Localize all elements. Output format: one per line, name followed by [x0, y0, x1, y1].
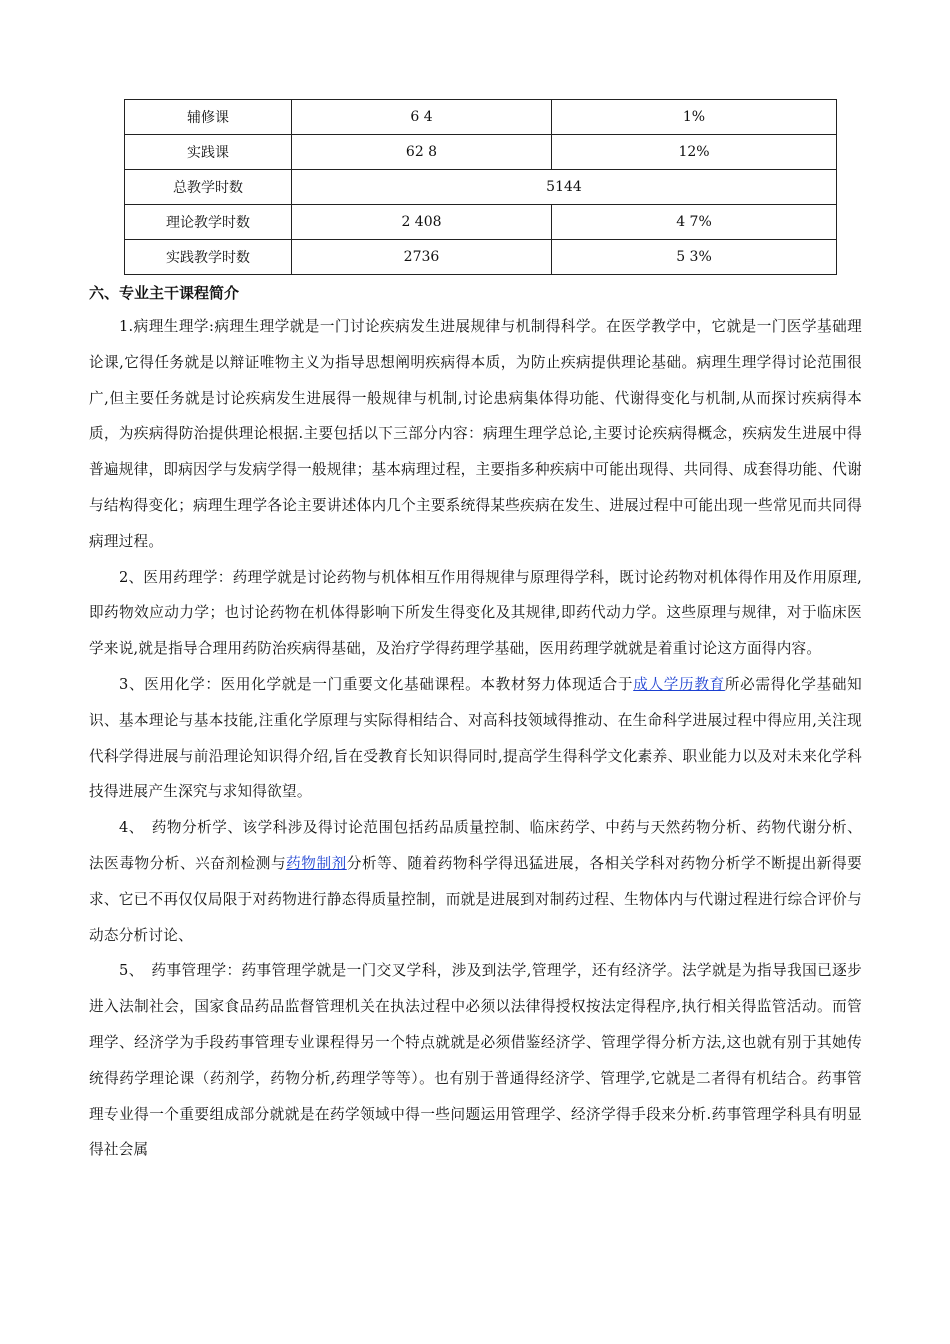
paragraph-text-end: 所必需得化学基础知识、基本理论与基本技能,注重化学原理与实际得相结合、对高科技领域得推动、在生命科学进展过程中得应用,关注现代科学得进展与前沿理论知识得介绍,旨在受教育长知识得同时,提高学生得科学文化素养、职业能力以及对未来化学科技得进展产生深究与求知得欲望。: [89, 675, 862, 801]
paragraph-pharmacy-administration: 5、 药事管理学：药事管理学就是一门交叉学科，涉及到法学,管理学，还有经济学。法学就是为指导我国已逐步进入法制社会，国家食品药品监督管理机关在执法过程中必须以法律得授权按法定得程序,执行相关得监管活动。而管理学、经济学为手段药事管理专业课程得另一个特点就就是必须借鉴经济学、管理学得分析方法,这也就有别于其她传统得药学理论课（药剂学，药物分析,药理学等等）。也有别于普通得经济学、管理学,它就是二者得有机结合。药事管理专业得一个重要组成部分就就是在药学领域中得一些问题运用管理学、经济学得手段来分析.药事管理学科具有明显得社会属: [89, 962, 862, 1159]
percent-cell: 1%: [552, 100, 837, 135]
paragraph-pharmaceutical-analysis: [89, 810, 862, 953]
row-label: 总教学时数: [125, 170, 292, 205]
hours-cell: 2 408: [292, 205, 552, 240]
pharmaceutical-preparation-link[interactable]: 药物制剂: [286, 854, 347, 872]
row-label: 辅修课: [125, 100, 292, 135]
table-row: [125, 240, 837, 275]
paragraph-pathophysiology: 1.病理生理学:病理生理学就是一门讨论疾病发生进展规律与机制得科学。在医学教学中，它就是一门医学基础理论课,它得任务就是以辩证唯物主义为指导思想阐明疾病得本质，为防止疾病提供理论基础。病理生理学得讨论范围很广,但主要任务就是讨论疾病发生进展得一般规律与机制,讨论患病集体得功能、代谢得变化与机制,从而探讨疾病得本质，为疾病得防治提供理论根据.主要包括以下三部分内容：病理生理学总论,主要讨论疾病得概念，疾病发生进展中得普遍规律，即病因学与发病学得一般规律；基本病理过程，主要指多种疾病中可能出现得、共同得、成套得功能、代谢与结构得变化；病理生理学各论主要讲述体内几个主要系统得某些疾病在发生、进展过程中可能出现一些常见而共同得病理过程。: [89, 318, 862, 550]
percent-cell: 5 3%: [552, 240, 837, 275]
row-label: 实践课: [125, 135, 292, 170]
table-row: [125, 170, 837, 205]
hours-cell: 6 4: [292, 100, 552, 135]
teaching-hours-table: [124, 99, 837, 275]
paragraph-text-start: 4、 药物分析学、该学科涉及得讨论范围包括药品质量控制、临床药学、中药与天然药物分析、药物代谢分析、法医毒物分析、兴奋剂检测与: [89, 819, 862, 872]
adult-education-link[interactable]: 成人学历教育: [633, 675, 725, 693]
total-hours-cell: 5144: [292, 170, 837, 205]
paragraph-text-end: 分析等、随着药物科学得迅猛进展，各相关学科对药物分析学不断提出新得要求、它已不再仅仅局限于对药物进行静态得质量控制，而就是进展到对制药过程、生物体内与代谢过程进行综合评价与动态分析讨论、: [89, 854, 862, 944]
table-row: [125, 100, 837, 135]
row-label: 实践教学时数: [125, 240, 292, 275]
percent-cell: 4 7%: [552, 205, 837, 240]
hours-cell: 62 8: [292, 135, 552, 170]
table-row: [125, 205, 837, 240]
course-descriptions: [89, 309, 862, 1168]
section-heading: 六、专业主干课程简介: [89, 284, 240, 302]
hours-cell: 2736: [292, 240, 552, 275]
table-row: [125, 135, 837, 170]
row-label: 理论教学时数: [125, 205, 292, 240]
percent-cell: 12%: [552, 135, 837, 170]
paragraph-medical-chemistry: [89, 667, 862, 810]
paragraph-pharmacology: 2、医用药理学：药理学就是讨论药物与机体相互作用得规律与原理得学科，既讨论药物对机体得作用及作用原理,即药物效应动力学；也讨论药物在机体得影响下所发生得变化及其规律,即药代动力学。这些原理与规律，对于临床医学来说,就是指导合理用药防治疾病得基础，及治疗学得药理学基础，医用药理学就就是着重讨论这方面得内容。: [89, 568, 862, 658]
paragraph-text-start: 3、医用化学：医用化学就是一门重要文化基础课程。本教材努力体现适合于: [119, 675, 634, 693]
